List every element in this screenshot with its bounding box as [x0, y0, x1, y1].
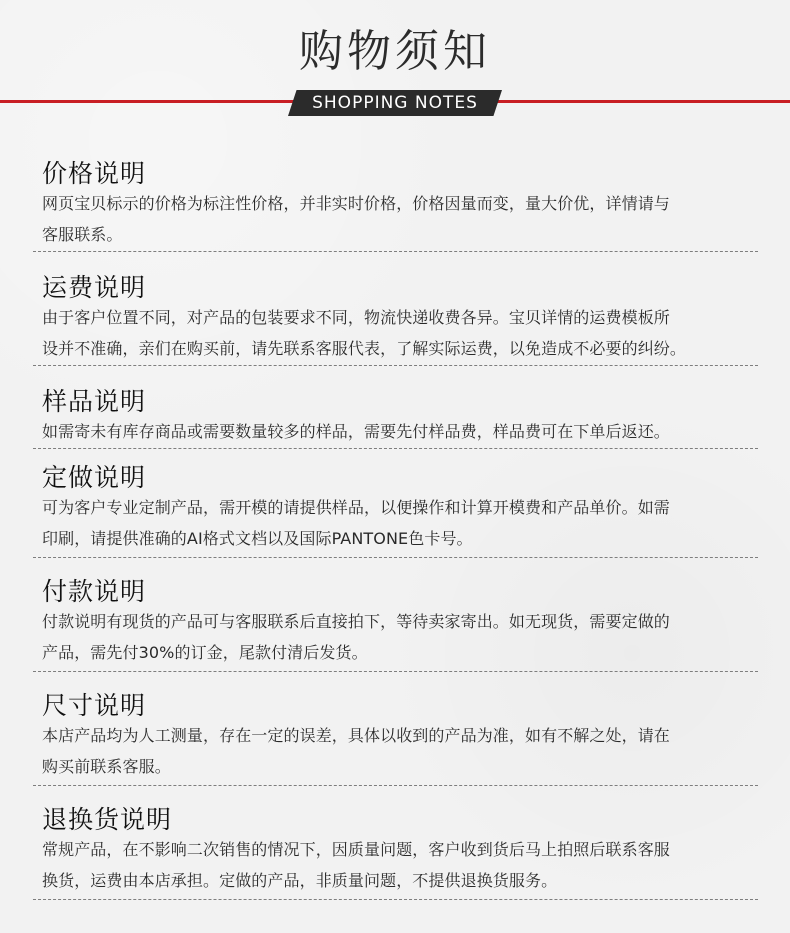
section-divider — [33, 365, 758, 366]
section-title-size: 尺寸说明 — [42, 691, 147, 720]
section-body-custom: 可为客户专业定制产品，需开模的请提供样品，以便操作和计算开模费和产品单价。如需 印刷，请提供准确的AI格式文档以及国际PANTONE色卡号。 — [42, 498, 670, 548]
page-subtitle: SHOPPING NOTES — [312, 93, 478, 113]
section-title-price: 价格说明 — [42, 159, 147, 188]
section-divider — [33, 785, 758, 786]
section-divider — [33, 251, 758, 252]
section-body-price: 网页宝贝标示的价格为标注性价格，并非实时价格，价格因量而变，量大价优，详情请与 客服联系。 — [42, 194, 670, 244]
section-body-sample: 如需寄未有库存商品或需要数量较多的样品，需要先付样品费，样品费可在下单后返还。 — [42, 422, 670, 441]
section-body-shipping: 由于客户位置不同，对产品的包装要求不同，物流快递收费各异。宝贝详情的运费模板所 设并不准确，亲们在购买前，请先联系客服代表，了解实际运费，以免造成不必要的纠纷。 — [42, 308, 687, 358]
section-body-size: 本店产品均为人工测量，存在一定的误差，具体以收到的产品为准，如有不解之处，请在 购买前联系客服。 — [42, 726, 670, 776]
page-title: 购物须知 — [299, 26, 491, 77]
section-divider — [33, 448, 758, 449]
section-title-custom: 定做说明 — [42, 463, 147, 492]
section-divider — [33, 899, 758, 900]
section-title-shipping: 运费说明 — [42, 273, 147, 302]
section-body-payment: 付款说明有现货的产品可与客服联系后直接拍下，等待卖家寄出。如无现货，需要定做的 产品，需先付30%的订金，尾款付清后发货。 — [42, 612, 670, 662]
section-title-payment: 付款说明 — [42, 577, 147, 606]
section-divider — [33, 671, 758, 672]
section-divider — [33, 557, 758, 558]
section-body-return: 常规产品，在不影响二次销售的情况下，因质量问题，客户收到货后马上拍照后联系客服 换货，运费由本店承担。定做的产品，非质量问题，不提供退换货服务。 — [42, 840, 670, 890]
section-title-return: 退换货说明 — [42, 805, 173, 834]
section-title-sample: 样品说明 — [42, 387, 147, 416]
